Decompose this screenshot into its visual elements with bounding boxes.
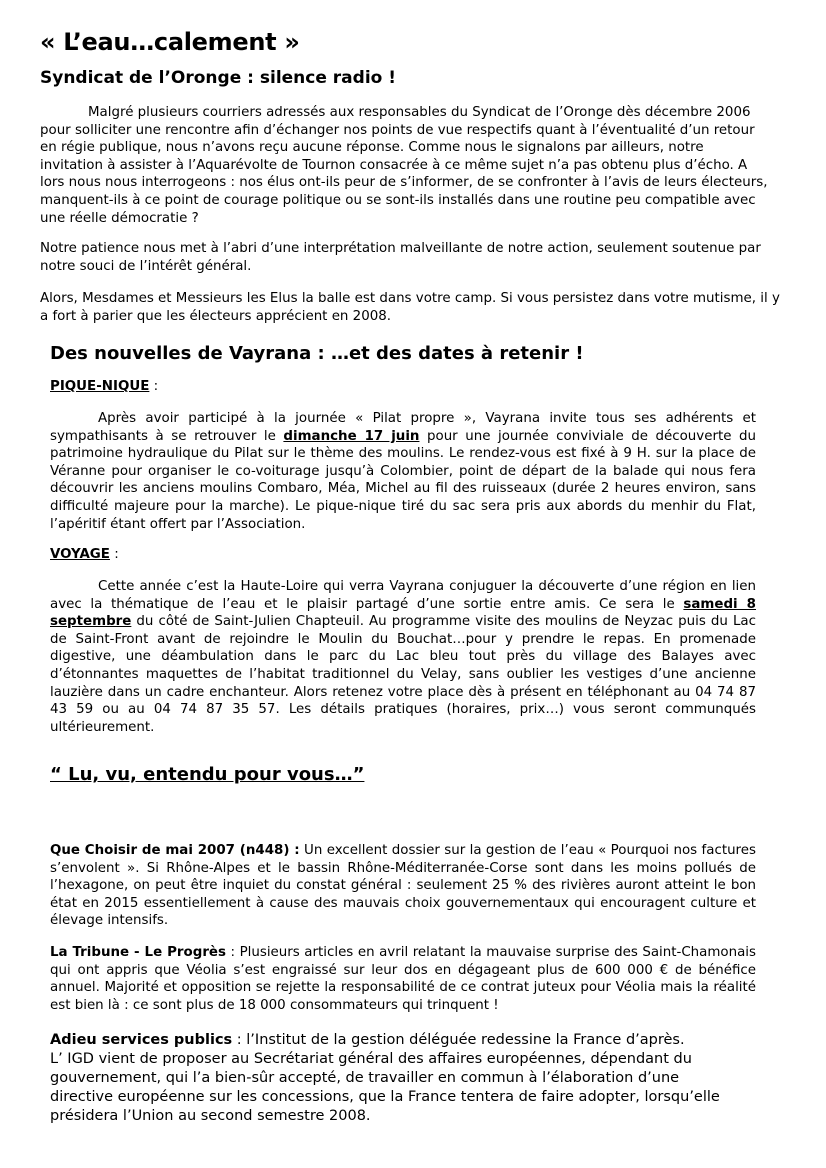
voyage-text-a: Cette année c’est la Haute-Loire qui verra Vayrana conjuguer la découverte d’une région en lien avec la thématique de l’eau et le plaisir partagé d’une sortie entre amis. Ce sera le — [50, 579, 756, 612]
voyage-label: VOYAGE — [50, 547, 110, 562]
pique-nique-label-line — [50, 378, 158, 396]
tribune-label: La Tribune - Le Progrès — [50, 945, 226, 960]
lu-vu-entendu-heading: “ Lu, vu, entendu pour vous…” — [50, 764, 365, 785]
que-choisir-label: Que Choisir de mai 2007 (n448) : — [50, 843, 300, 858]
pique-nique-text-a: Après avoir participé à la journée « Pilat propre », Vayrana invite tous ses adhérents et sympathisants à se retrouver le — [50, 411, 756, 444]
pique-nique-text-b: pour une journée conviviale de découverte du patrimoine hydraulique du Pilat sur le thème des moulins. Le rendez-vous est fixé à 9 H. sur la place de Véranne pour organiser le co-voiturage jusqu’à Colombier, point de départ de la balade qui nous fera découvrir les anciens moulins Combaro, Méa, Michel au fil des ruisseaux (durée 2 heures environ, sans difficulté majeure pour la marche). Le pique-nique tiré du sac sera pris aux abords du menhir du Flat, l’apéritif étant offert par l’Association. — [50, 428, 756, 532]
voyage-label-line — [50, 546, 119, 564]
tribune-text: : Plusieurs articles en avril relatant la mauvaise surprise des Saint-Chamonais qui ont appris que Véolia s’est engraissé sur leur dos en dégageant plus de 600 000 € de bénéfice annuel. Majorité et opposition se rejette la responsabilité de ce contrat juteux pour Véolia mais la réalité est bien là : ce sont plus de 18 000 consommateurs qui trinquent ! — [50, 945, 756, 1013]
que-choisir-paragraph — [50, 842, 756, 930]
syndicat-heading: Syndicat de l’Oronge : silence radio ! — [40, 68, 397, 88]
pique-nique-label: PIQUE-NIQUE — [50, 379, 150, 394]
voyage-colon: : — [109, 547, 119, 562]
syndicat-paragraph-1: Malgré plusieurs courriers adressés aux responsables du Syndicat de l’Oronge dès décembre 2006 pour solliciter une rencontre afin d’échanger nos points de vue respectifs quant à l’éventualité d’un retour en régie publique, nous n’avons reçu aucune réponse. Comme nous le signalons par ailleurs, notre invitation à assister à l’Aquarévolte de Tournon consacrée à ce même sujet n’a pas obtenu plus d’écho. A lors nous nous interrogeons : nos élus ont-ils peur de s’informer, de se confronter à l’avis de leurs électeurs, manquent-ils à ce point de courage politique ou se sont-ils installés dans une routine peu compatible avec une réelle démocratie ? — [40, 105, 768, 226]
syndicat-paragraph-2: Notre patience nous met à l’abri d’une interprétation malveillante de notre action, seulement soutenue par notre souci de l’intérêt général. — [40, 241, 761, 274]
adieu-label: Adieu services publics — [50, 1032, 233, 1048]
que-choisir-text: Un excellent dossier sur la gestion de l’eau « Pourquoi nos factures s’envolent ». Si Rhône-Alpes et le bassin Rhône-Méditerranée-Corse sont dans les moins pollués de l’hexagone, on peut être inquiet du constat général : seulement 25 % des rivières auront atteint le bon état en 2015 essentiellement à cause des mauvais choix gouvernementaux qui encouragent culture et élevage intensifs. — [50, 843, 756, 929]
adieu-text: : l’Institut de la gestion déléguée redessine la France d’après. — [232, 1032, 685, 1048]
syndicat-paragraph-3: Alors, Mesdames et Messieurs les Elus la balle est dans votre camp. Si vous persistez dans votre mutisme, il y a fort à parier que les électeurs apprécient en 2008. — [40, 291, 780, 324]
pique-nique-colon: : — [149, 379, 159, 394]
pique-nique-paragraph — [50, 410, 756, 533]
tribune-paragraph — [50, 944, 756, 1014]
adieu-paragraph-2: L’ IGD vient de proposer au Secrétariat général des affaires européennes, dépendant du gouvernement, qui l’a bien-sûr accepté, de travailler en commun à l’élaboration d’une directive européenne sur les concessions, que la France tentera de faire adopter, lorsqu’elle présidera l’Union au second semestre 2008. — [50, 1051, 720, 1124]
page-title: « L’eau…calement » — [40, 28, 300, 56]
pique-nique-date: dimanche 17 juin — [283, 428, 420, 444]
voyage-date: samedi 8 septembre — [50, 596, 757, 630]
voyage-text-b: du côté de Saint-Julien Chapteuil. Au programme visite des moulins de Neyzac puis du Lac de Saint-Front avant de rejoindre le Moulin du Bouchat…pour y prendre le repas. En promenade digestive, une déambulation dans le parc du Lac bleu tout près du village des Balayes avec d’étonnantes maquettes de l’habitat traditionnel du Velay, sans oublier les vestiges d’une ancienne lauzière dans un cadre enchanteur. Alors retenez votre place dès à présent en téléphonant au 04 74 87 43 59 ou au 04 74 87 35 57. Les détails pratiques (horaires, prix…) vous seront communqués ultérieurement. — [50, 614, 756, 735]
adieu-paragraph — [50, 1031, 756, 1050]
vayrana-heading: Des nouvelles de Vayrana : …et des dates à retenir ! — [50, 343, 584, 364]
voyage-paragraph — [50, 578, 756, 736]
